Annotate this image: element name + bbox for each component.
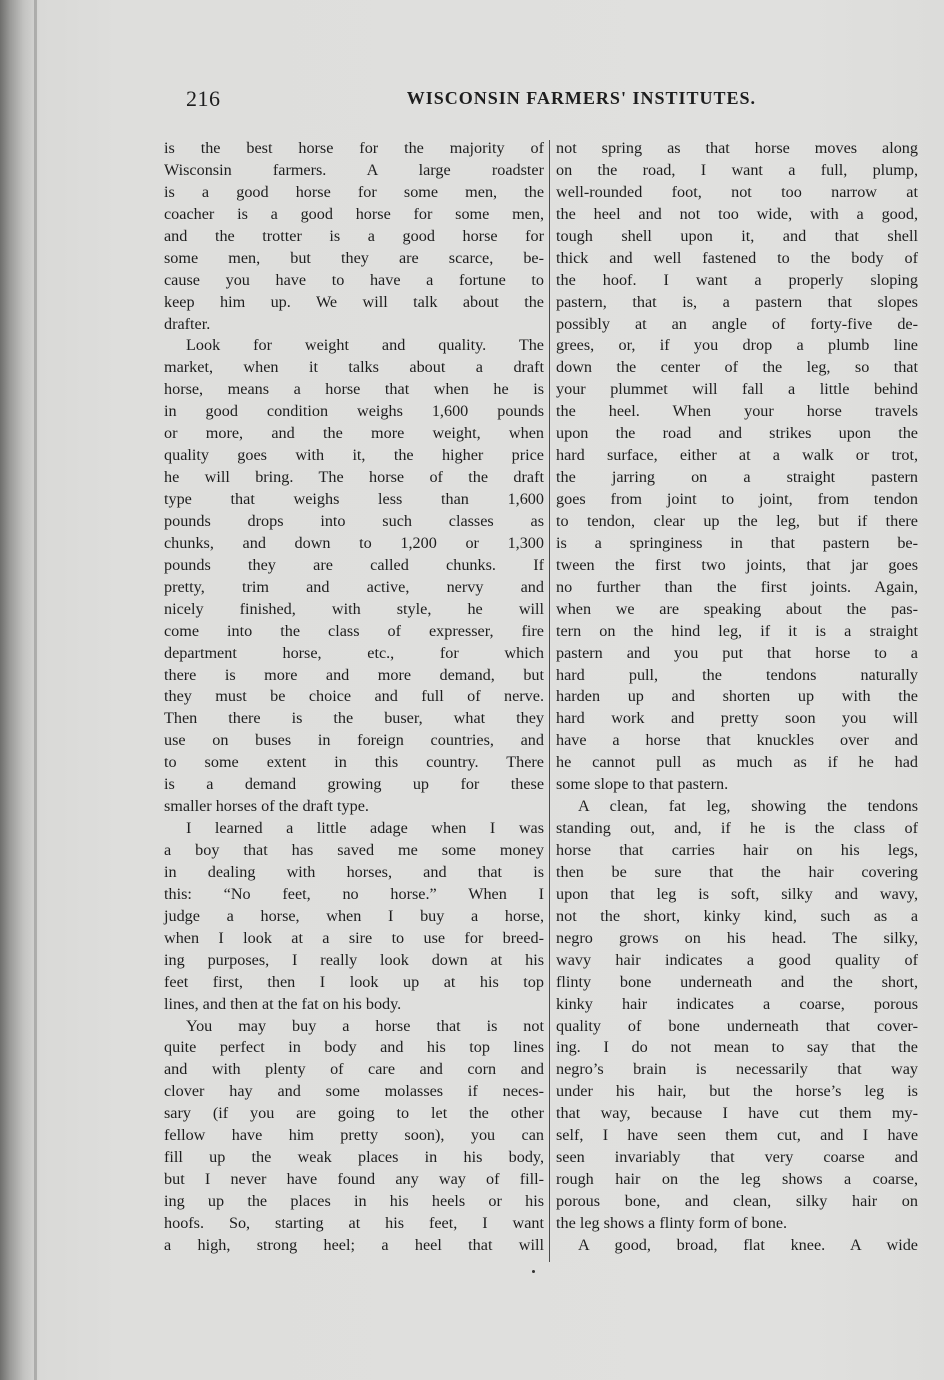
text-line: down the center of the leg, so that (556, 358, 918, 377)
text-line: thick and well fastened to the body of (556, 248, 918, 267)
running-title: WISCONSIN FARMERS' INSTITUTES. (406, 88, 756, 108)
text-line: to some extent in this country. There (164, 753, 544, 772)
text-line: chunks, and down to 1,200 or 1,300 (164, 533, 544, 552)
text-line: A clean, fat leg, showing the tendons (578, 797, 918, 816)
text-line: tween the first two joints, that jar goes (556, 555, 918, 574)
text-line: use on buses in foreign countries, and (164, 731, 544, 750)
text-line: upon that leg is soft, silky and wavy, (556, 884, 918, 903)
text-line: a boy that has saved me some money (164, 841, 544, 859)
text-line: but I never have found any way of fill- (164, 1170, 544, 1189)
text-line: not spring as that horse moves along (556, 139, 918, 157)
text-line: this: “No feet, no horse.” When I (164, 884, 544, 903)
right-column (556, 138, 918, 1257)
text-line: drafter. (164, 314, 211, 333)
text-line: ing. I do not mean to say that the (556, 1038, 918, 1057)
text-line: your plummet will fall a little behind (556, 380, 918, 399)
text-line: pounds drops into such classes as (164, 511, 544, 530)
text-line: seen invariably that very coarse and (556, 1148, 918, 1167)
text-line: is the best horse for the majority of (164, 139, 544, 157)
text-line: pretty, trim and active, nervy and (164, 577, 544, 596)
text-line: is a springiness in that pastern be- (556, 533, 918, 552)
text-line: upon the road and strikes upon the (556, 424, 918, 443)
text-line: that way, because I have cut them my- (556, 1104, 918, 1123)
text-line: quality goes with it, the higher price (164, 446, 544, 465)
text-line: horse, means a horse that when he is (164, 380, 544, 399)
text-line: pastern and you put that horse to a (556, 643, 918, 662)
page-number: 216 (186, 86, 221, 111)
text-line: come into the class of expresser, fire (164, 621, 544, 640)
text-line: goes from joint to joint, from tendon (556, 490, 918, 508)
text-line: possibly at an angle of forty-five de- (556, 314, 918, 333)
text-line: then be sure that the hair covering (556, 862, 918, 881)
text-line: negro grows on his head. The silky, (556, 928, 918, 947)
text-line: some men, but they are scarce, be- (164, 248, 544, 267)
text-line: I learned a little adage when I was (186, 819, 544, 838)
page-header (186, 86, 756, 112)
text-line: A good, broad, flat knee. A wide (578, 1235, 918, 1254)
text-line: flinty bone underneath and the short, (556, 972, 918, 991)
text-line: keep him up. We will talk about the (164, 292, 544, 311)
text-line: porous bone, and clean, silky hair on (556, 1192, 918, 1210)
text-line: is a demand growing up for these (164, 775, 544, 794)
text-line: clover hay and some molasses if neces- (164, 1082, 544, 1101)
text-line: department horse, etc., for which (164, 643, 544, 662)
text-line: nicely finished, with style, he will (164, 599, 544, 618)
text-line: market, when it talks about a draft (164, 358, 544, 377)
text-line: hard work and pretty soon you will (556, 709, 918, 728)
text-line: type that weighs less than 1,600 (164, 490, 544, 508)
text-line: Wisconsin farmers. A large roadster (164, 160, 544, 179)
text-line: hoofs. So, starting at his feet, I want (164, 1213, 544, 1232)
text-line: there is more and more demand, but (164, 665, 544, 684)
text-line: ing purposes, I really look down at his (164, 950, 544, 969)
text-line: lines, and then at the fat on his body. (164, 994, 402, 1013)
text-line: pounds they are called chunks. If (164, 555, 544, 574)
text-line: no further than the first joints. Again, (556, 577, 918, 596)
text-line: in good condition weighs 1,600 pounds (164, 402, 544, 421)
text-line: harden up and shorten up with the (556, 687, 918, 706)
text-line: Look for weight and quality. The (186, 336, 544, 355)
text-line: fellow have him pretty soon), you can (164, 1126, 544, 1145)
text-line: not the short, kinky kind, such as a (556, 906, 918, 925)
column-divider (549, 140, 550, 1262)
print-mark (532, 1270, 535, 1273)
text-line: tern on the hind leg, if it is a straight (556, 621, 918, 640)
text-line: a high, strong heel; a heel that will (164, 1235, 544, 1254)
text-line: fill up the weak places in his body, (164, 1148, 544, 1167)
text-line: well-rounded foot, not too narrow at (556, 182, 918, 201)
left-column (164, 138, 544, 1257)
text-line: hard pull, the tendons naturally (556, 665, 918, 684)
text-line: smaller horses of the draft type. (164, 797, 369, 816)
text-line: kinky hair indicates a coarse, porous (556, 994, 918, 1013)
text-line: You may buy a horse that is not (186, 1016, 544, 1035)
text-line: when I look at a sire to use for breed- (164, 928, 544, 947)
text-line: quite perfect in body and his top lines (164, 1038, 544, 1057)
text-line: and the trotter is a good horse for (164, 226, 544, 245)
text-line: the jarring on a straight pastern (556, 468, 918, 487)
text-line: the leg shows a flinty form of bone. (556, 1213, 788, 1232)
text-line: cause you have to have a fortune to (164, 270, 544, 289)
text-line: tough shell upon it, and that shell (556, 226, 918, 245)
text-line: and with plenty of care and corn and (164, 1060, 544, 1079)
binding-shadow (34, 0, 37, 1380)
text-line: the hoof. I want a properly sloping (556, 270, 918, 289)
text-line: ing up the places in his heels or his (164, 1192, 544, 1210)
text-line: coacher is a good horse for some men, (164, 204, 544, 223)
text-line: the heel. When your horse travels (556, 402, 918, 421)
text-line: have a horse that knuckles over and (556, 731, 918, 750)
text-line: pastern, that is, a pastern that slopes (556, 292, 918, 311)
text-line: quality of bone underneath that cover- (556, 1016, 918, 1035)
text-line: judge a horse, when I buy a horse, (164, 906, 544, 925)
text-line: when we are speaking about the pas- (556, 599, 918, 618)
text-line: they must be choice and full of nerve. (164, 687, 544, 706)
text-line: the heel and not too wide, with a good, (556, 204, 918, 223)
text-line: grees, or, if you drop a plumb line (556, 336, 918, 355)
text-line: some slope to that pastern. (556, 775, 729, 794)
text-line: under his hair, but the horse’s leg is (556, 1082, 918, 1101)
text-line: horse that carries hair on his legs, (556, 841, 918, 859)
text-line: or more, and the more weight, when (164, 424, 544, 443)
text-line: hard surface, either at a walk or trot, (556, 446, 918, 465)
text-line: wavy hair indicates a good quality of (556, 950, 918, 969)
text-line: he will bring. The horse of the draft (164, 468, 544, 487)
text-line: negro’s brain is necessarily that way (556, 1060, 918, 1079)
text-line: feet first, then I look up at his top (164, 972, 544, 991)
text-line: to tendon, clear up the leg, but if there (556, 511, 918, 530)
text-line: self, I have seen them cut, and I have (556, 1126, 918, 1145)
text-line: on the road, I want a full, plump, (556, 160, 918, 179)
text-line: he cannot pull as much as if he had (556, 753, 918, 772)
text-line: is a good horse for some men, the (164, 182, 544, 201)
text-line: Then there is the buser, what they (164, 709, 544, 728)
text-line: standing out, and, if he is the class of (556, 819, 918, 838)
text-line: in dealing with horses, and that is (164, 862, 544, 881)
text-line: rough hair on the leg shows a coarse, (556, 1170, 918, 1189)
text-line: sary (if you are going to let the other (164, 1104, 544, 1123)
